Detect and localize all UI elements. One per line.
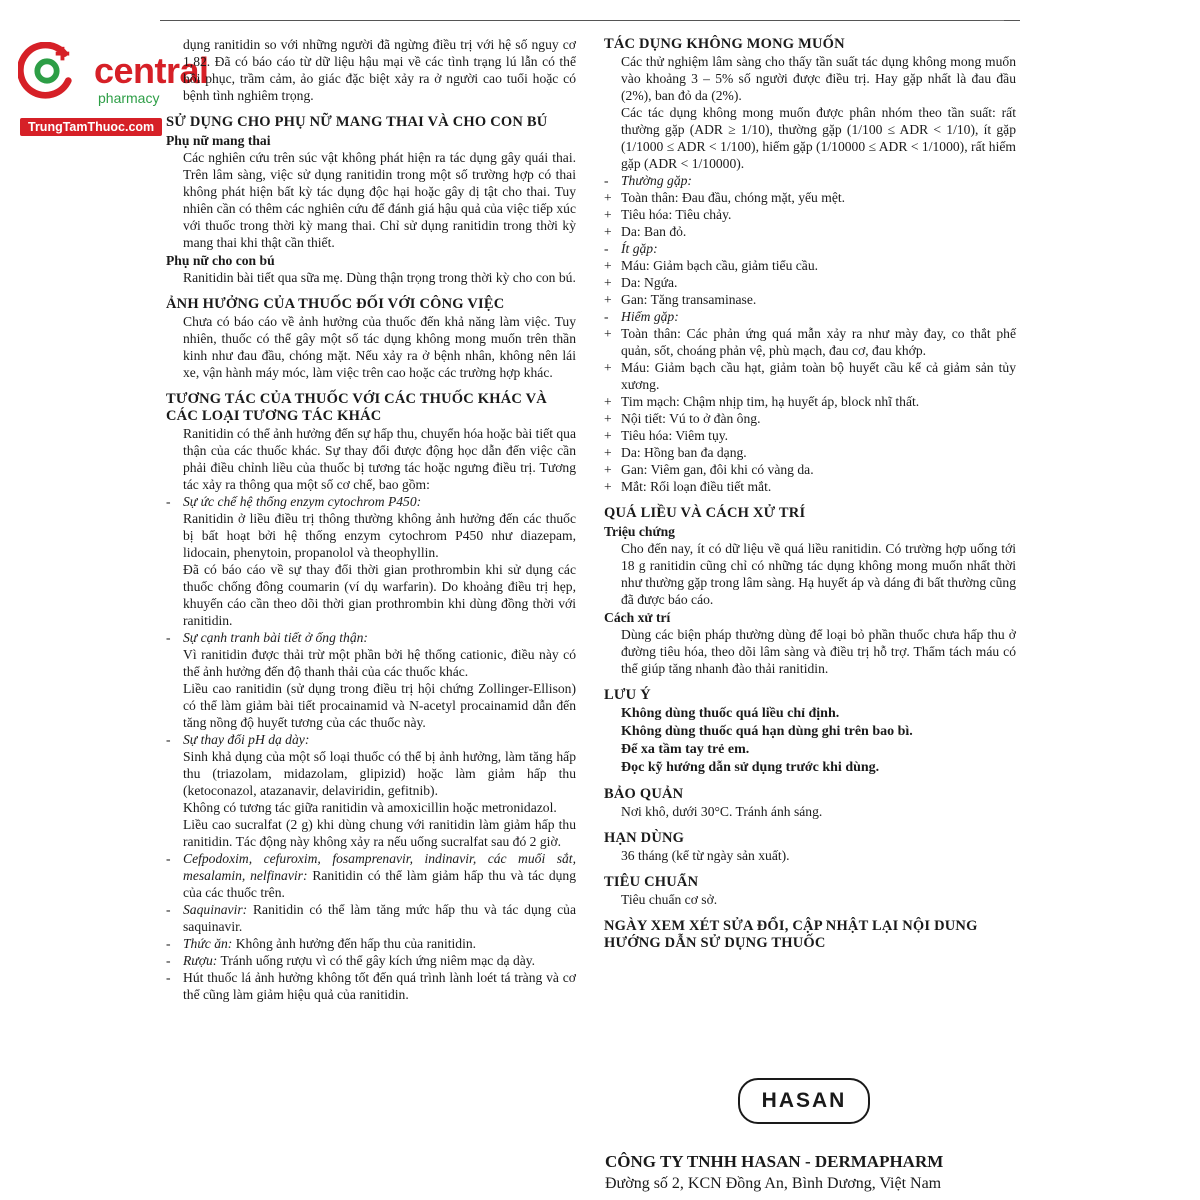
common-item: Toàn thân: Đau đầu, chóng mặt, yếu mệt.	[621, 190, 846, 205]
common-item: Tiêu hóa: Tiêu chảy.	[621, 207, 732, 222]
list-item: - Rượu: Tránh uống rượu vì có thể gây kích ứng niêm mạc dạ dày.	[166, 953, 536, 968]
work-heading: ẢNH HƯỞNG CỦA THUỐC ĐỐI VỚI CÔNG VIỆC	[166, 296, 505, 312]
expiry-text: 36 tháng (kể từ ngày sản xuất).	[621, 848, 790, 863]
saq-label: Saquinavir:	[183, 902, 248, 917]
alcohol-text: Tránh uống rượu vì có thể gây kích ứng niêm mạc dạ dày.	[220, 953, 536, 968]
rare-item: Tiêu hóa: Viêm tụy.	[621, 428, 729, 443]
list-item: + Nội tiết: Vú to ở đàn ông.	[604, 411, 761, 426]
storage-text: Nơi khô, dưới 30°C. Tránh ánh sáng.	[621, 804, 823, 819]
adverse-heading: TÁC DỤNG KHÔNG MONG MUỐN	[604, 36, 845, 52]
list-item: + Máu: Giảm bạch cầu hạt, giảm toàn bộ huyết cầu kể cả giảm sản tủy xương.	[604, 360, 1016, 392]
cyp-text-2: Đã có báo cáo về sự thay đổi thời gian prothrombin khi sử dụng các thuốc chống đông coumarin (ví dụ warfarin). Do khoảng điều trị hẹp, khuyến cáo cần theo dõi thời gian prothrombin khi dùng đồng thời với ranitidin.	[183, 562, 576, 628]
brand-name: central	[94, 50, 209, 91]
right-column	[604, 36, 1016, 952]
list-item: + Toàn thân: Đau đầu, chóng mặt, yếu mệt.	[604, 190, 846, 205]
list-item: - Sự ức chế hệ thống enzym cytochrom P450:	[166, 494, 422, 509]
common-label: Thường gặp:	[621, 173, 692, 188]
interactions-intro: Ranitidin có thể ảnh hưởng đến sự hấp thu, chuyển hóa hoặc bài tiết qua thận của các thuốc khác. Sự thay đổi được động học dẫn đến việc cần phải điều chỉnh liều của thuốc bị tương tác hoặc ngưng điều trị. Tương tác xảy ra thông qua một số cơ chế, bao gồm:	[183, 426, 577, 492]
list-item: + Toàn thân: Các phản ứng quá mẫn xảy ra như mày đay, co thắt phế quản, sốt, choáng phản vệ, phù mạch, đau cơ, đau khớp.	[604, 326, 1016, 358]
adverse-text-2: Các tác dụng không mong muốn được phân nhóm theo tần suất: rất thường gặp (ADR ≥ 1/10), thường gặp (1/100 ≤ ADR < 1/10), ít gặp (1/1000 ≤ ADR < 1/100), hiếm gặp (1/10000 ≤ ADR < 1/1000), rất hiếm gặp (ADR < 1/10000).	[621, 105, 1016, 171]
list-item: - Sự thay đổi pH dạ dày:	[166, 732, 310, 747]
treatment-subheading: Cách xử trí	[604, 610, 671, 625]
renal-text-2: Liều cao ranitidin (sử dụng trong điều trị hội chứng Zollinger-Ellison) có thể làm giảm bài tiết procainamid và N-acetyl procainamid dẫn đến tăng nồng độ huyết tương của các thuốc này.	[183, 681, 576, 730]
rare-item: Tim mạch: Chậm nhịp tim, hạ huyết áp, block nhĩ thất.	[621, 394, 920, 409]
list-item: + Mắt: Rối loạn điều tiết mắt.	[604, 479, 772, 494]
renal-label: Sự cạnh tranh bài tiết ở ống thận:	[183, 630, 368, 645]
left-column	[166, 36, 576, 1003]
list-item: + Da: Ban đỏ.	[604, 224, 687, 239]
cef-label: Cefpodoxim, cefuroxim, fosamprenavir, indinavir, các muối sắt, mesalamin, nelfinavir:	[183, 851, 576, 883]
note-heading: LƯU Ý	[604, 687, 651, 703]
note-line: Không dùng thuốc quá liều chỉ định.	[621, 706, 840, 721]
lactation-text: Ranitidin bài tiết qua sữa mẹ. Dùng thận trọng trong thời kỳ cho con bú.	[183, 270, 576, 285]
list-item: + Da: Hồng ban đa dạng.	[604, 445, 747, 460]
intro-text: dụng ranitidin so với những người đã ngừng điều trị với hệ số nguy cơ 1,82. Đã có báo cáo từ dữ liệu hậu mại về các tình trạng lú lẫn có thể hồi phục, trầm cảm, ảo giác đặc biệt xảy ra ở người cao tuổi hoặc có bệnh tình nghiêm trọng.	[183, 37, 576, 103]
expiry-heading: HẠN DÙNG	[604, 830, 685, 846]
rare-item: Gan: Viêm gan, đôi khi có vàng da.	[621, 462, 814, 477]
corner-mark	[990, 20, 1004, 29]
pregnancy-text: Các nghiên cứu trên súc vật không phát hiện ra tác dụng gây quái thai. Trên lâm sàng, việc sử dụng ranitidin trong một số trường hợp có thai không phát hiện bất kỳ tác dụng độc hại hoặc gây dị tật cho thai. Tuy nhiên cần có thêm các nghiên cứu để đánh giá hậu quả của việc tiếp xúc với thuốc trong thời kỳ mang thai. Chỉ sử dụng ranitidin trong thời kỳ mang thai khi thật cần thiết.	[183, 150, 576, 250]
food-text: Không ảnh hưởng đến hấp thu của ranitidin.	[235, 936, 477, 951]
uncommon-item: Gan: Tăng transaminase.	[621, 292, 757, 307]
note-line: Để xa tầm tay trẻ em.	[621, 742, 750, 757]
central-pharmacy-logo-icon	[18, 42, 76, 100]
top-rule	[160, 20, 1020, 21]
ph-text-3: Liều cao sucralfat (2 g) khi dùng chung với ranitidin làm giảm hấp thu ranitidin. Tác động này không xảy ra nếu uống sucralfat sau đó 2 giờ.	[183, 817, 576, 849]
standard-text: Tiêu chuẩn cơ sở.	[621, 892, 718, 907]
list-item: - Saquinavir: Ranitidin có thể làm tăng mức hấp thu và tác dụng của saquinavir.	[166, 902, 576, 934]
work-text: Chưa có báo cáo về ảnh hưởng của thuốc đến khả năng làm việc. Tuy nhiên, thuốc có thể gây một số tác dụng không mong muốn trên thần kinh như đau đầu, chóng mặt. Nếu xảy ra ở bệnh nhân, không nên lái xe, vận hành máy móc, làm việc trên cao hoặc các trường hợp khác.	[183, 314, 576, 380]
pregnancy-subheading: Phụ nữ mang thai	[166, 133, 271, 148]
uncommon-item: Máu: Giảm bạch cầu, giảm tiểu cầu.	[621, 258, 819, 273]
pregnancy-heading: SỬ DỤNG CHO PHỤ NỮ MANG THAI VÀ CHO CON BÚ	[166, 114, 548, 130]
list-item: + Tiêu hóa: Tiêu chảy.	[604, 207, 732, 222]
cyp-label: Sự ức chế hệ thống enzym cytochrom P450:	[183, 494, 422, 509]
ph-text-1: Sinh khả dụng của một số loại thuốc có thể bị ảnh hưởng, làm tăng hấp thu (triazolam, midazolam, glipizid) hoặc làm giảm hấp thu (ketoconazol, atazanavir, delaviridin, gefitnib).	[183, 749, 576, 798]
ph-text-2: Không có tương tác giữa ranitidin và amoxicillin hoặc metronidazol.	[183, 800, 557, 815]
alcohol-label: Rượu:	[183, 953, 218, 968]
site-badge[interactable]: TrungTamThuoc.com	[20, 118, 162, 136]
renal-text-1: Vì ranitidin được thải trừ một phần bởi hệ thống cationic, điều này có thể ảnh hưởng đến độ thanh thải của các thuốc khác.	[183, 647, 576, 679]
symptoms-subheading: Triệu chứng	[604, 524, 675, 539]
hasan-logo-text: HASAN	[761, 1089, 847, 1112]
saq-text: Ranitidin có thể làm tăng mức hấp thu và tác dụng của saquinavir.	[183, 902, 576, 934]
lactation-subheading: Phụ nữ cho con bú	[166, 253, 275, 268]
overdose-heading: QUÁ LIỀU VÀ CÁCH XỬ TRÍ	[604, 505, 806, 521]
note-line: Không dùng thuốc quá hạn dùng ghi trên bao bì.	[621, 724, 913, 739]
rare-item: Máu: Giảm bạch cầu hạt, giảm toàn bộ huyết cầu kể cả giảm sản tủy xương.	[621, 360, 1016, 392]
rare-item: Mắt: Rối loạn điều tiết mắt.	[621, 479, 772, 494]
cef-text: Ranitidin có thể làm giảm hấp thu và tác dụng của các thuốc trên.	[183, 868, 577, 900]
revision-heading: NGÀY XEM XÉT SỬA ĐỔI, CẬP NHẬT LẠI NỘI DUNG HƯỚNG DẪN SỬ DỤNG THUỐC	[604, 918, 978, 951]
food-label: Thức ăn:	[183, 936, 233, 951]
list-item: - Sự cạnh tranh bài tiết ở ống thận:	[166, 630, 368, 645]
smoke-text: Hút thuốc lá ảnh hưởng không tốt đến quá trình lành loét tá tràng và cơ thể cũng làm giảm hiệu quả của ranitidin.	[183, 970, 576, 1002]
ph-label: Sự thay đổi pH dạ dày:	[183, 732, 310, 747]
list-item: - Thường gặp:	[604, 173, 692, 188]
rare-label: Hiếm gặp:	[621, 309, 679, 324]
note-line: Đọc kỹ hướng dẫn sử dụng trước khi dùng.	[621, 760, 880, 775]
company-name: CÔNG TY TNHH HASAN - DERMAPHARM	[605, 1152, 944, 1171]
common-item: Da: Ban đỏ.	[621, 224, 687, 239]
hasan-logo	[738, 1078, 870, 1124]
list-item: + Gan: Tăng transaminase.	[604, 292, 757, 307]
uncommon-item: Da: Ngứa.	[621, 275, 678, 290]
standard-heading: TIÊU CHUẨN	[604, 874, 699, 890]
list-item: + Tiêu hóa: Viêm tụy.	[604, 428, 729, 443]
list-item: - Cefpodoxim, cefuroxim, fosamprenavir, indinavir, các muối sắt, mesalamin, nelfinavir: Ranitidin có thể làm giảm hấp thu và tác dụng của các thuốc trên.	[166, 851, 577, 900]
storage-heading: BẢO QUẢN	[604, 786, 684, 802]
cyp-text-1: Ranitidin ở liều điều trị thông thường không ảnh hưởng đến các thuốc bị bất hoạt bởi hệ thống enzym cytochrom P450 như diazepam, lidocain, phenytoin, propanolol và theophyllin.	[183, 511, 576, 560]
list-item: + Da: Ngứa.	[604, 275, 678, 290]
company-address: Đường số 2, KCN Đồng An, Bình Dương, Việt Nam	[605, 1175, 942, 1192]
symptoms-text: Cho đến nay, ít có dữ liệu về quá liều ranitidin. Có trường hợp uống tới 18 g ranitidin cũng chỉ có những tác dụng không mong muốn nhất thời như thường gặp trong lâm sàng. Hạ huyết áp và dáng đi bất thường cũng đã được báo cáo.	[621, 541, 1016, 607]
list-item: - Hút thuốc lá ảnh hưởng không tốt đến quá trình lành loét tá tràng và cơ thể cũng làm giảm hiệu quả của ranitidin.	[166, 970, 576, 1002]
list-item: - Thức ăn: Không ảnh hưởng đến hấp thu của ranitidin.	[166, 936, 477, 951]
brand-subtitle: pharmacy	[98, 90, 160, 106]
rare-item: Da: Hồng ban đa dạng.	[621, 445, 747, 460]
list-item: + Tim mạch: Chậm nhịp tim, hạ huyết áp, block nhĩ thất.	[604, 394, 920, 409]
list-item: + Máu: Giảm bạch cầu, giảm tiểu cầu.	[604, 258, 819, 273]
list-item: + Gan: Viêm gan, đôi khi có vàng da.	[604, 462, 814, 477]
uncommon-label: Ít gặp:	[621, 241, 658, 256]
rare-item: Nội tiết: Vú to ở đàn ông.	[621, 411, 761, 426]
interactions-heading: TƯƠNG TÁC CỦA THUỐC VỚI CÁC THUỐC KHÁC VÀ CÁC LOẠI TƯƠNG TÁC KHÁC	[166, 391, 547, 424]
adverse-text-1: Các thử nghiệm lâm sàng cho thấy tần suất tác dụng không mong muốn vào khoảng 3 – 5% số người được điều trị. Hay gặp nhất là đau đầu (2%), ban đỏ da (2%).	[621, 54, 1016, 103]
list-item: - Ít gặp:	[604, 241, 658, 256]
rare-item: Toàn thân: Các phản ứng quá mẫn xảy ra như mày đay, co thắt phế quản, sốt, choáng phản vệ, phù mạch, đau cơ, đau khớp.	[621, 326, 1016, 358]
treatment-text: Dùng các biện pháp thường dùng để loại bỏ phần thuốc chưa hấp thu ở đường tiêu hóa, theo dõi lâm sàng và điều trị hỗ trợ. Thẩm tách máu có thể giúp tăng nhanh đào thải ranitidin.	[621, 627, 1016, 676]
list-item: - Hiếm gặp:	[604, 309, 679, 324]
